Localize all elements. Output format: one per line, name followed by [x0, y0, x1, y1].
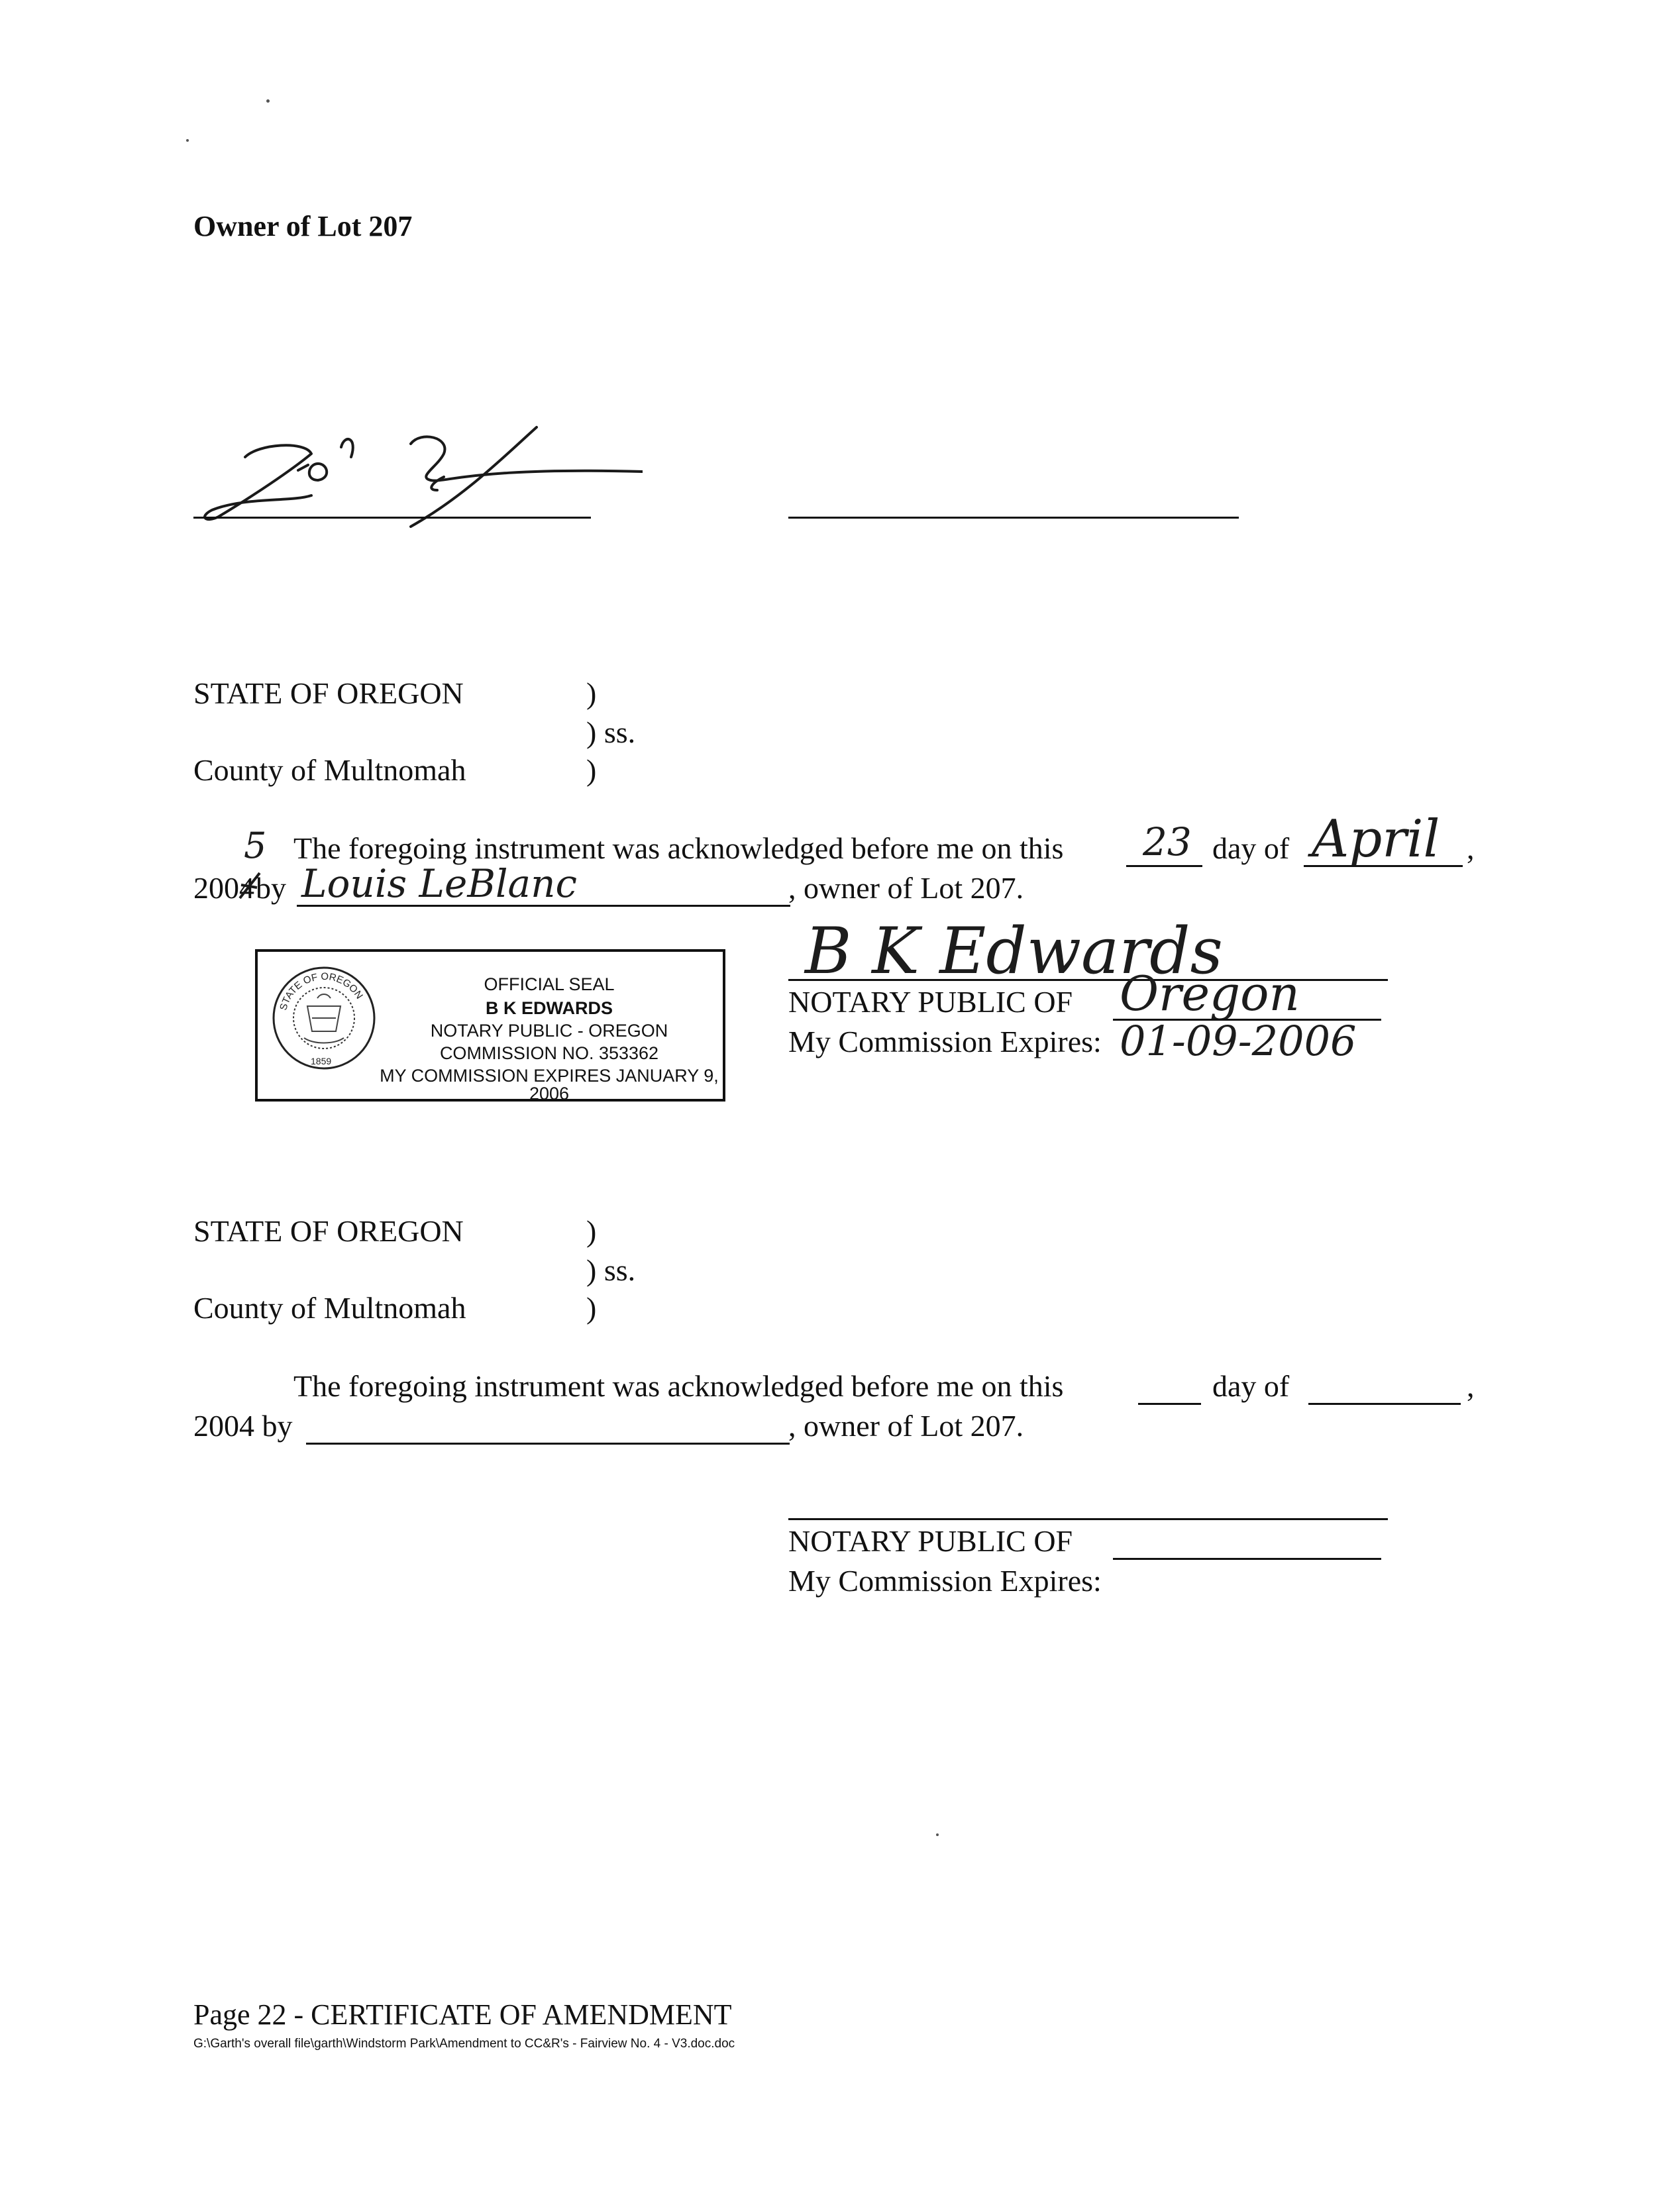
- page-heading: Owner of Lot 207: [193, 210, 413, 242]
- day-of-label: day of: [1212, 1369, 1290, 1403]
- by-label: by: [256, 871, 286, 905]
- owner-suffix: , owner of Lot 207.: [788, 871, 1024, 905]
- seal-ring-text: STATE OF OREGON: [278, 970, 365, 1012]
- notary-public-of-label: NOTARY PUBLIC OF: [788, 985, 1073, 1019]
- name-blank: [306, 1443, 790, 1445]
- second-signature-line: [788, 517, 1239, 519]
- venue-state: STATE OF OREGON: [193, 676, 464, 710]
- scan-speck: [266, 99, 270, 103]
- year-by-label: 2004 by: [193, 1409, 293, 1443]
- notary-state-line: [1113, 1558, 1381, 1560]
- owner-signature: [192, 417, 643, 530]
- handwritten-name: Louis LeBlanc: [301, 861, 577, 906]
- venue-county: County of Multnomah: [193, 753, 466, 787]
- month-blank: [1304, 865, 1463, 867]
- stamp-line-notary-public: NOTARY PUBLIC - OREGON: [430, 1021, 668, 1041]
- day-blank: [1138, 1403, 1201, 1405]
- handwritten-commission-date: 01-09-2006: [1120, 1017, 1357, 1065]
- day-of-label: day of: [1212, 831, 1290, 865]
- owner-signature-line: [193, 517, 591, 519]
- notary-signature: B K Edwards: [805, 914, 1223, 988]
- scan-speck: [186, 139, 189, 142]
- sentence-comma: ,: [1467, 831, 1475, 865]
- venue-ss: ) ss.: [586, 715, 636, 749]
- year-prefix: 200: [193, 871, 239, 905]
- venue-ss: ) ss.: [586, 1253, 636, 1287]
- venue-paren: ): [586, 1214, 597, 1248]
- owner-suffix: , owner of Lot 207.: [788, 1409, 1024, 1443]
- stamp-line-commission-no: COMMISSION NO. 353362: [439, 1043, 659, 1063]
- year-struck-digit: 4: [239, 871, 254, 905]
- handwritten-notary-state: Oregon: [1120, 966, 1300, 1021]
- official-seal-stamp: [255, 949, 725, 1102]
- acknowledgment-sentence: The foregoing instrument was acknowledged before me on this: [293, 831, 1064, 865]
- stamp-line-expires: MY COMMISSION EXPIRES JANUARY 9, 2006: [380, 1066, 719, 1104]
- day-blank: [1126, 865, 1202, 867]
- venue-paren: ): [586, 676, 597, 710]
- state-seal-icon: [271, 965, 377, 1071]
- name-blank: [297, 905, 790, 907]
- notary-signature-line: [788, 1518, 1388, 1520]
- stamp-line-notary-name: B K EDWARDS: [485, 998, 613, 1018]
- venue-state: STATE OF OREGON: [193, 1214, 464, 1248]
- commission-expires-label: My Commission Expires:: [788, 1564, 1102, 1598]
- footer-page-title: Page 22 - CERTIFICATE OF AMENDMENT: [193, 1998, 732, 2031]
- notary-public-of-label: NOTARY PUBLIC OF: [788, 1524, 1073, 1558]
- acknowledgment-sentence: The foregoing instrument was acknowledged before me on this: [293, 1369, 1064, 1403]
- stamp-line-official-seal: OFFICIAL SEAL: [484, 974, 615, 994]
- venue-paren: ): [586, 1291, 597, 1325]
- scan-speck: [936, 1833, 939, 1836]
- seal-year: 1859: [311, 1056, 332, 1066]
- handwritten-month: April: [1312, 809, 1440, 869]
- venue-paren: ): [586, 753, 597, 787]
- year-correction-handwritten: 5: [244, 825, 267, 866]
- sentence-comma: ,: [1467, 1369, 1475, 1403]
- footer-file-path: G:\Garth's overall file\garth\Windstorm Park\Amendment to CC&R's - Fairview No. 4 - V3.doc.doc: [193, 2037, 735, 2051]
- month-blank: [1308, 1403, 1461, 1405]
- commission-expires-label: My Commission Expires:: [788, 1025, 1102, 1058]
- venue-county: County of Multnomah: [193, 1291, 466, 1325]
- handwritten-day: 23: [1143, 819, 1192, 864]
